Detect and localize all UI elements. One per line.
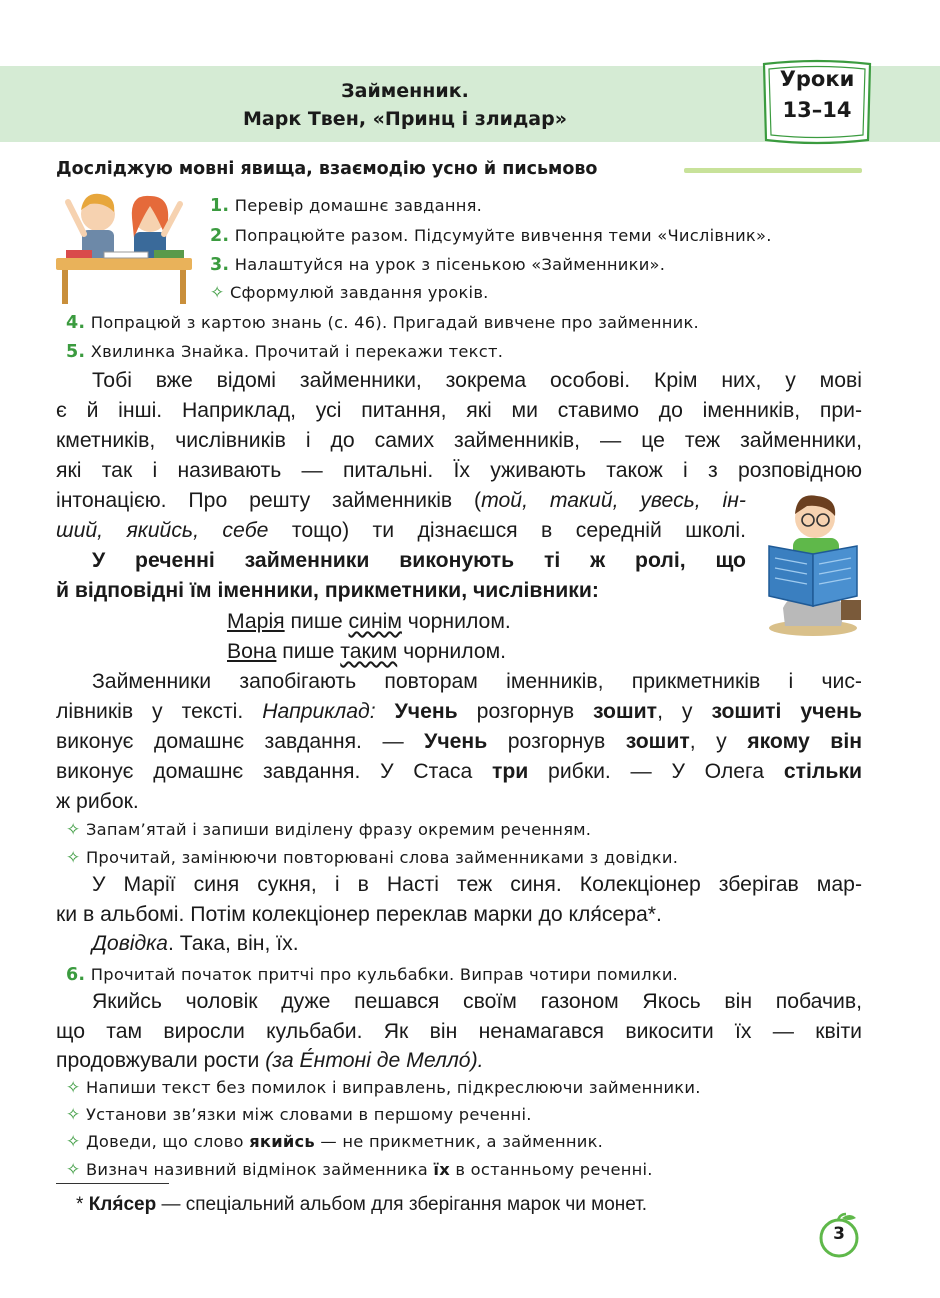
- task-text-bold: якийсь: [249, 1132, 315, 1151]
- text-run: якому він: [747, 730, 862, 753]
- text-run: пише: [276, 640, 341, 663]
- diamond-star-icon: ✧: [66, 848, 81, 868]
- text-run: , у: [657, 700, 712, 723]
- task-text-bold: їх: [433, 1160, 450, 1179]
- task-text: Налаштуйся на урок з пісенькою «Займенники».: [234, 255, 666, 274]
- task-text: Прочитай початок притчі про кульбабки. Виправ чотири помилки.: [90, 965, 679, 984]
- task-text: Визнач називний відмінок займенника: [85, 1160, 434, 1179]
- footnote-marker: *: [76, 1194, 89, 1215]
- task-text: — не прикметник, а займенник.: [314, 1132, 604, 1151]
- text-run: Учень: [424, 730, 488, 753]
- topic-title: Займенник.: [341, 80, 469, 102]
- footnote: [76, 1194, 647, 1216]
- text2-line: ж рибок.: [56, 790, 139, 813]
- topic-subtitle: Марк Твен, «Принц і злидар»: [242, 108, 568, 130]
- text3-line: У Марії синя сукня, і в Насті теж синя. Колекціонер зберігав мар-: [92, 873, 862, 896]
- rule-line: У реченні займенники виконують ті ж ролі, що: [92, 549, 746, 572]
- text-run: (за Е́нтоні де Мелло́).: [265, 1049, 484, 1072]
- task-5: [66, 342, 503, 362]
- rule-line: й відповідні їм іменники, прикметники, числівники:: [56, 579, 599, 602]
- page-number: 3: [833, 1224, 845, 1244]
- task-4: [66, 313, 699, 333]
- text-run: чорнилом.: [397, 640, 507, 663]
- task-text: Прочитай, замінюючи повторювані слова займенниками з довідки.: [85, 848, 679, 867]
- task-1: [210, 196, 482, 216]
- section-divider: [684, 168, 862, 173]
- task-text: Попрацюй з картою знань (с. 46). Пригадай вивчене про займенник.: [90, 313, 699, 332]
- text1-line: [56, 489, 746, 513]
- boy-reading-book-illustration: [763, 488, 863, 638]
- diamond-star-icon: ✧: [66, 1160, 81, 1180]
- text-run: , у: [689, 730, 748, 753]
- text-run: три: [491, 760, 529, 783]
- task-text: Напиши текст без помилок і виправлень, підкреслюючи займенники.: [85, 1078, 701, 1097]
- text-run: виконує домашнє завдання. У Стаса: [56, 760, 492, 783]
- task-6-subtask-1: [66, 1078, 701, 1098]
- text2-line: [56, 730, 862, 754]
- text-run: ший, якийсь, себе: [56, 519, 269, 542]
- task-6-subtask-3: [66, 1132, 603, 1152]
- diamond-star-icon: ✧: [66, 820, 81, 840]
- task-text: Перевір домашнє завдання.: [234, 196, 483, 215]
- task-3-subtask: [210, 283, 489, 303]
- task-3: [210, 255, 665, 275]
- footnote-text: — спеціальний альбом для зберігання марок чи монет.: [156, 1194, 648, 1215]
- diamond-star-icon: ✧: [66, 1132, 81, 1152]
- text1-line: які так і називають — питальні. Їх уживають також і з розповідною: [56, 459, 862, 482]
- task-5-subtask-2: [66, 848, 678, 868]
- text1-line: [56, 519, 746, 543]
- reference-label: Довідка: [92, 932, 168, 955]
- task-text: Запам’ятай і запиши виділену фразу окремим реченням.: [85, 820, 592, 839]
- lesson-board: [760, 58, 874, 146]
- text-run: рибки. — У Олега: [528, 760, 784, 783]
- text-run: Наприклад:: [262, 700, 376, 723]
- subject-word: Марія: [227, 610, 285, 633]
- text3-line: ки в альбомі. Потім колекціонер переклав марки до кля́сера*.: [56, 903, 662, 926]
- text-run: інтонацією. Про решту займенників (: [56, 489, 482, 512]
- reference-text: . Така, він, їх.: [167, 932, 299, 955]
- diamond-star-icon: ✧: [66, 1105, 81, 1125]
- page-number-badge: [816, 1210, 864, 1258]
- task-number: 2.: [210, 226, 230, 246]
- text4-line: що там виросли кульбаби. Як він ненамагався викосити їх — квіти: [56, 1020, 862, 1043]
- task-number: 5.: [66, 342, 86, 362]
- text-run: продовжували рости: [56, 1049, 266, 1072]
- task-text: Установи зв’язки між словами в першому реченні.: [85, 1105, 532, 1124]
- text-run: розгорнув: [487, 730, 626, 753]
- task-text: в останньому реченні.: [449, 1160, 653, 1179]
- task-text: Хвилинка Знайка. Прочитай і перекажи текст.: [90, 342, 504, 361]
- text-run: тощо) ти дізнаєшся в середній школі.: [268, 519, 746, 542]
- children-at-desk-illustration: [54, 188, 194, 306]
- text-run: [376, 700, 395, 723]
- text1-line: Тобі вже відомі займенники, зокрема особові. Крім них, у мові: [92, 369, 862, 392]
- text-run: виконує домашнє завдання. —: [56, 730, 425, 753]
- task-6: [66, 965, 678, 985]
- lesson-number: 13–14: [782, 98, 852, 122]
- example-sentence-2: [227, 640, 506, 664]
- task-number: 1.: [210, 196, 230, 216]
- text-run: стільки: [783, 760, 862, 783]
- diamond-star-icon: ✧: [66, 1078, 81, 1098]
- section-title: Досліджую мовні явища, взаємодію усно й письмово: [56, 159, 598, 179]
- text-run: зошиті учень: [711, 700, 863, 723]
- footnote-divider: [56, 1183, 169, 1184]
- task-number: 4.: [66, 313, 86, 333]
- example-sentence-1: [227, 610, 511, 634]
- task-text: Доведи, що слово: [85, 1132, 250, 1151]
- task-6-subtask-4: [66, 1160, 653, 1180]
- text-run: чорнилом.: [401, 610, 511, 633]
- text-run: розгорнув: [457, 700, 594, 723]
- diamond-star-icon: ✧: [210, 283, 225, 303]
- task-number: 3.: [210, 255, 230, 275]
- text-run: Учень: [394, 700, 458, 723]
- text4-line: Якийсь чоловік дуже пешався своїм газоном Якось він побачив,: [92, 990, 862, 1013]
- task-2: [210, 226, 772, 246]
- text2-line: Займенники запобігають повторам іменників, прикметників і чис-: [92, 670, 862, 693]
- task-6-subtask-2: [66, 1105, 532, 1125]
- task-text: Сформулюй завдання уроків.: [229, 283, 489, 302]
- text-run: пише: [284, 610, 349, 633]
- text-run: той, такий, увесь, ін-: [481, 489, 746, 512]
- text1-line: кметників, числівників і до самих займенників, — це теж займенники,: [56, 429, 862, 452]
- subject-word: Вона: [227, 640, 277, 663]
- text-run: зошит: [625, 730, 690, 753]
- text2-line: [56, 760, 862, 784]
- text-run: лівників у тексті.: [56, 700, 263, 723]
- text-run: зошит: [593, 700, 658, 723]
- attribute-word: синім: [348, 610, 402, 633]
- task-text: Попрацюйте разом. Підсумуйте вивчення теми «Числівник».: [234, 226, 772, 245]
- task-number: 6.: [66, 965, 86, 985]
- footnote-term: Кля́сер: [88, 1194, 157, 1215]
- text4-line: [56, 1049, 484, 1073]
- text1-line: є й інші. Наприклад, усі питання, які ми ставимо до іменників, при-: [56, 399, 862, 422]
- reference-line: [92, 932, 299, 956]
- lesson-label: Уроки: [779, 67, 855, 91]
- text2-line: [56, 700, 862, 724]
- attribute-word: таким: [340, 640, 398, 663]
- task-5-subtask-1: [66, 820, 591, 840]
